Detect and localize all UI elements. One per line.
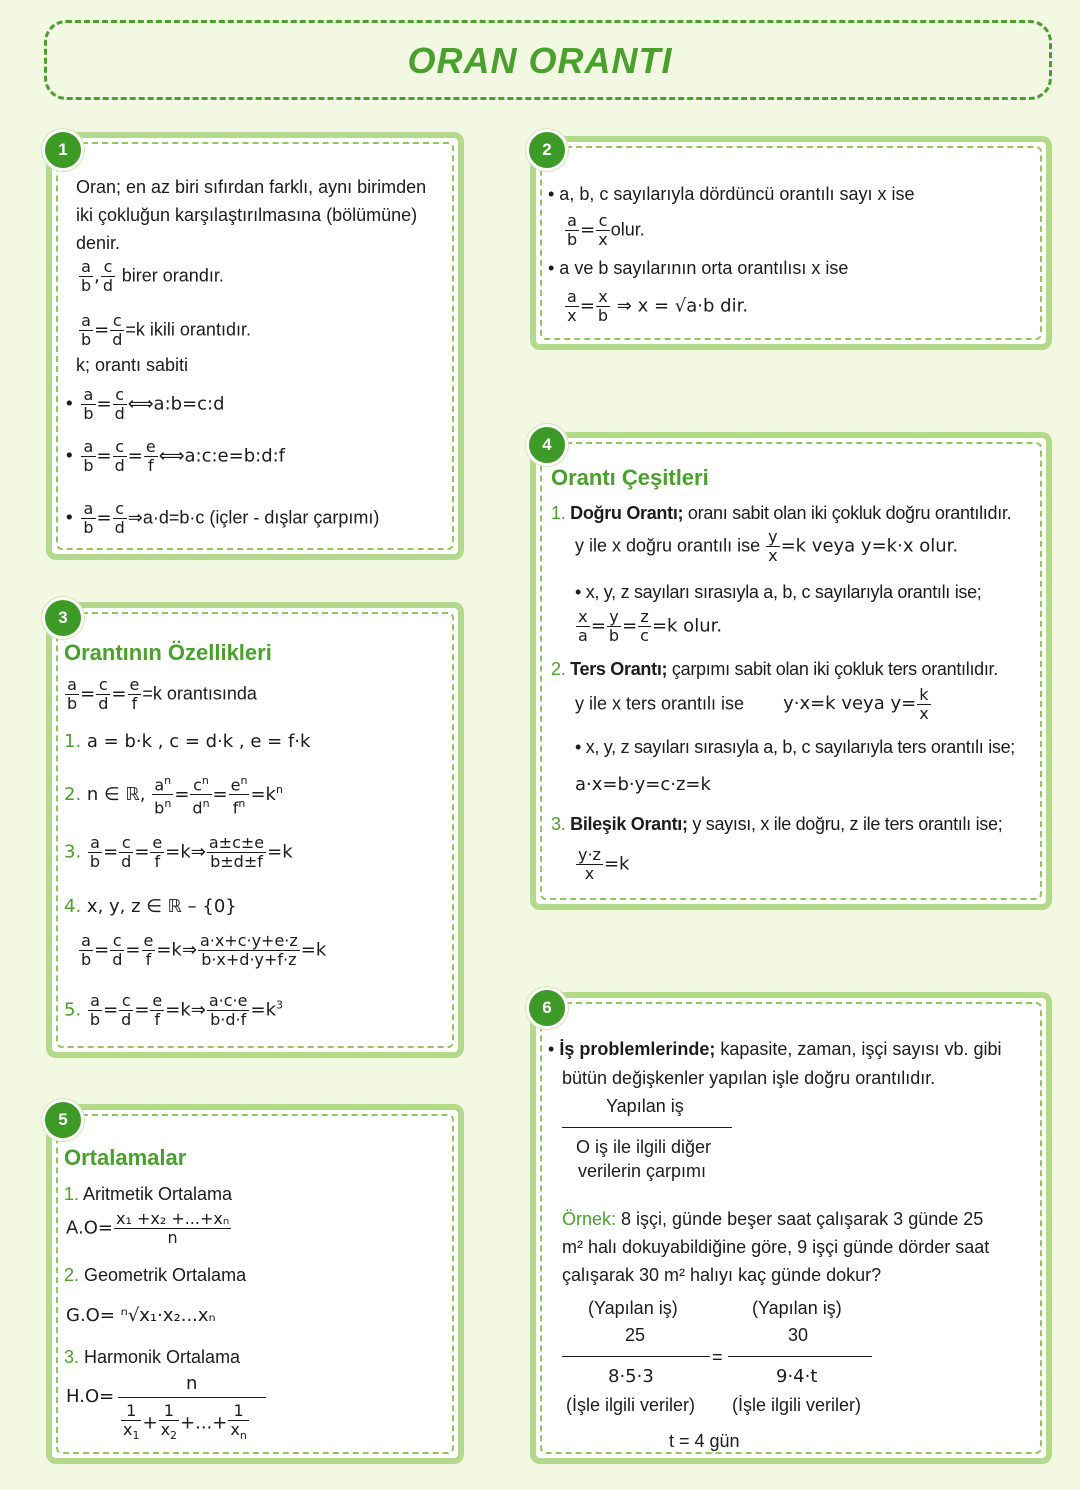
s6-example-line1: [562, 1208, 983, 1230]
s3-p1-text: a = b·k , c = d·k , e = f·k: [86, 731, 311, 752]
s4-bilesik-oranti: [551, 813, 1002, 835]
oran-rule-2-text: ⟺a:c:e=b:d:f: [158, 445, 286, 467]
s6-l1-text: kapasite, zaman, işçi sayısı vb. gibi: [715, 1039, 1002, 1059]
s6-left-bar: [562, 1356, 710, 1357]
s5-a2-num: 2.: [64, 1265, 80, 1285]
s4-d2-formula: y·x=k veya y=: [783, 693, 917, 715]
oran-rule-3-text: ⇒a·d=b·c (içler - dışlar çarpımı): [127, 507, 380, 528]
s6-line2: bütün değişkenler yapılan işle doğru orantılıdır.: [562, 1068, 936, 1088]
s3-heading: Orantının Özellikleri: [64, 640, 272, 665]
s4-dogru-xyz: • x, y, z sayıları sırasıyla a, b, c sayılarıyla orantılı ise;: [575, 582, 982, 602]
s3-p1-num: 1.: [64, 731, 82, 752]
s6-right-label: (Yapılan iş): [752, 1298, 842, 1318]
s4-ters-oranti: [551, 658, 998, 680]
s4-d2-num: 2.: [551, 659, 566, 679]
s2-line2: $\frac{a}{b}$ = $\frac{c}{x}$ olur.: [567, 211, 645, 249]
s4-d1-formula: =k veya y=k·x olur.: [780, 535, 959, 557]
s4-d3-text: y sayısı, x ile doğru, z ile ters orantılı ise;: [687, 814, 1003, 834]
s4-dogru-xyz-formula: $\frac{x}{a}$ = $\frac{y}{b}$ = $\frac{z}{c}$ =k olur.: [578, 607, 723, 645]
s6-right-bar: [728, 1356, 872, 1357]
s5-a3-num: 3.: [64, 1347, 80, 1367]
section-badge-2: 2: [526, 129, 568, 171]
oran-rule-2: • $\frac{a}{b}$ = $\frac{c}{d}$ = $\frac{e}{f}$ ⟺a:c:e=b:d:f: [64, 437, 286, 475]
s5-ao-formula: [66, 1210, 232, 1247]
s3-property-2: 2. n ∈ ℝ, $\frac{a^n}{b^n}$ = $\frac{c^n}{d^n}$ = $\frac{e^n}{f^n}$ $=k^n$: [64, 774, 283, 818]
s4-d2-text: çarpımı sabit olan iki çokluk ters orantılıdır.: [667, 659, 998, 679]
s3-p5-numerator: a·c·e: [208, 991, 248, 1010]
s3-p3-numerator: a±c±e: [208, 833, 265, 852]
s3-p3-denominator: b±d±f: [210, 852, 263, 871]
s5-ho-label: H.O=: [66, 1386, 115, 1407]
s5-ao-numerator: x₁ +x₂ +...+xₙ: [115, 1209, 230, 1228]
s6-line1: • İş problemlerinde; kapasite, zaman, işçi sayısı vb. gibi: [548, 1039, 1002, 1059]
s3-p5-denominator: b·d·f: [210, 1010, 247, 1029]
s6-fraction-denominator-1: O iş ile ilgili diğer: [576, 1137, 712, 1157]
oran-intro-line2: iki çokluğun karşılaştırılmasına (bölümüne): [76, 205, 418, 225]
s4-d2-title: Ters Orantı;: [570, 659, 668, 679]
s5-go-formula: G.O= ⁿ√x₁·x₂...xₙ: [66, 1305, 216, 1326]
s6-left-label: (Yapılan iş): [588, 1298, 678, 1318]
s5-geometrik: [64, 1264, 246, 1286]
oran-rule-1: • $\frac{a}{b}$ = $\frac{c}{d}$ ⟺a:b=c:d: [64, 385, 225, 423]
s4-ters-formula: a·x=b·y=c·z=k: [575, 774, 711, 795]
s3-property-1: [64, 731, 310, 753]
s6-ornek-label: Örnek:: [562, 1209, 617, 1229]
s3-property-5: 5. $\frac{a}{b}$ = $\frac{c}{d}$ = $\frac{e}{f}$ =k⇒ $\frac{a\cdot c\cdot e}{b\cdot d\cdot f}$ $=k^3$: [64, 991, 283, 1029]
s6-l1-title: İş problemlerinde;: [559, 1039, 716, 1059]
s2-olur: olur.: [610, 219, 645, 240]
s6-right-den: 9·4·t: [776, 1366, 818, 1387]
s3-property-4: [64, 896, 237, 918]
s4-d3-num: 3.: [551, 814, 566, 834]
s4-d1-text: oranı sabit olan iki çokluk doğru orantılıdır.: [683, 503, 1012, 523]
section-badge-1: 1: [42, 129, 84, 171]
s6-equals: =: [712, 1347, 723, 1367]
s6-result: t = 4 gün: [669, 1431, 740, 1451]
s6-right-value: 30: [788, 1325, 809, 1345]
s2-line3: • a ve b sayılarının orta orantılısı x ise: [548, 258, 849, 278]
s5-a2-text: Geometrik Ortalama: [84, 1265, 247, 1285]
s3-p4-denominator: b·x+d·y+f·z: [201, 950, 297, 969]
section-badge-4: 4: [526, 424, 568, 466]
s4-d1-title: Doğru Orantı;: [570, 503, 684, 523]
s3-p4-num: 4.: [64, 896, 82, 917]
s6-fraction-numerator: Yapılan iş: [606, 1096, 684, 1116]
s5-a1-text: Aritmetik Ortalama: [83, 1184, 233, 1204]
s4-d1-num: 1.: [551, 503, 566, 523]
s3-p3-num: 3.: [64, 841, 82, 863]
s5-ao-denominator: n: [167, 1228, 178, 1247]
s5-ao-label: A.O=: [66, 1217, 113, 1239]
s3-intro: $\frac{a}{b}$ = $\frac{c}{d}$ = $\frac{e}{f}$ =k orantısında: [67, 675, 257, 713]
s5-aritmetik: [64, 1183, 232, 1205]
oran-sabit: k; orantı sabiti: [76, 355, 189, 375]
s3-property-3: 3. $\frac{a}{b}$ = $\frac{c}{d}$ = $\frac{e}{f}$ =k⇒ $\frac{a\pm c\pm e}{b\pm d\pm f}$ =k: [64, 833, 293, 871]
s2-line1: • a, b, c sayılarıyla dördüncü orantılı sayı x ise: [548, 184, 915, 204]
s5-a3-text: Harmonik Ortalama: [84, 1347, 241, 1367]
s4-d1-condition: y ile x doğru orantılı ise: [575, 535, 761, 556]
s6-left-value: 25: [625, 1325, 646, 1345]
s4-d2-condition: y ile x ters orantılı ise: [575, 693, 745, 714]
s2-line4: $\frac{a}{x}$ = $\frac{x}{b}$ ⇒ x = √a·b dir.: [567, 287, 749, 325]
s6-left-note: (İşle ilgili veriler): [566, 1395, 696, 1415]
s6-example-line2: m² halı dokuyabildiğine göre, 9 işçi günde dörder saat: [562, 1237, 990, 1257]
oran-intro-line1: Oran; en az biri sıfırdan farklı, aynı birimden: [76, 177, 427, 197]
s6-right-note: (İşle ilgili veriler): [732, 1395, 862, 1415]
page-title: ORAN ORANTI: [407, 40, 673, 81]
s6-fraction-denominator-2: verilerin çarpımı: [578, 1161, 707, 1181]
s6-fraction-bar: [562, 1127, 732, 1128]
card-orantinin-ozellikleri: [46, 602, 464, 1058]
section-badge-3: 3: [42, 597, 84, 639]
s5-a1-num: 1.: [64, 1184, 80, 1204]
s5-ho-denominator: $\frac{1}{x_1}$ + $\frac{1}{x_2}$ +...+ $\frac{1}{x_n}$: [123, 1401, 247, 1443]
s4-dogru-def: y ile x doğru orantılı ise $\frac{y}{x}$ =k veya y=k·x olur.: [575, 527, 959, 565]
s3-p4-text: x, y, z ∈ ℝ – {0}: [86, 896, 237, 917]
s3-p5-num: 5.: [64, 999, 82, 1021]
oran-rule-1-text: ⟺a:b=c:d: [127, 393, 225, 415]
s3-property-4-formula: $\frac{a}{b}$ = $\frac{c}{d}$ = $\frac{e}{f}$ =k⇒ $\frac{a\cdot x+c\cdot y+e\cdot z}{b\cdot x+d\cdot y+f\cdot z}$ =k: [81, 931, 327, 969]
s6-e1-text: 8 işçi, günde beşer saat çalışarak 3 günde 25: [616, 1209, 984, 1229]
section-badge-6: 6: [526, 987, 568, 1029]
s3-p2-text: n ∈ ℝ,: [86, 783, 146, 805]
oran-birer-text: birer orandır.: [121, 265, 224, 286]
oran-rule-3: • $\frac{a}{b}$ = $\frac{c}{d}$ ⇒a·d=b·c (içler - dışlar çarpımı): [64, 499, 380, 537]
s4-ters-def: y ile x ters orantılı ise y·x=k veya y= $\frac{k}{x}$: [575, 685, 929, 723]
s4-bilesik-formula: $\frac{y\cdot z}{x}$ =k: [578, 845, 630, 883]
s4-ters-xyz: • x, y, z sayıları sırasıyla a, b, c sayılarıyla ters orantılı ise;: [575, 737, 1016, 757]
s3-p2-num: 2.: [64, 783, 82, 805]
s4-d3-title: Bileşik Orantı;: [570, 814, 688, 834]
s5-ho-numerator: n: [186, 1373, 198, 1394]
s4-d1-olur: =k olur.: [651, 615, 723, 637]
oran-intro-line3: denir.: [76, 233, 121, 253]
s3-intro-text: =k orantısında: [142, 683, 257, 704]
s2-geo-text: ⇒ x = √a·b dir.: [616, 295, 749, 317]
s6-left-den: 8·5·3: [608, 1366, 654, 1387]
s5-ho-fraction-bar: [118, 1397, 266, 1398]
s4-heading: Orantı Çeşitleri: [551, 465, 709, 490]
oran-proportion-example: $\frac{a}{b}$ = $\frac{c}{d}$ =k ikili orantıdır.: [81, 311, 251, 349]
oran-ratio-example: $\frac{a}{b}$ , $\frac{c}{d}$ birer orandır.: [81, 257, 224, 295]
s6-example-line3: çalışarak 30 m² halıyı kaç günde dokur?: [562, 1265, 882, 1285]
s5-harmonik: [64, 1346, 240, 1368]
s4-dogru-oranti: [551, 502, 1011, 524]
section-badge-5: 5: [42, 1099, 84, 1141]
s5-heading: Ortalamalar: [64, 1145, 187, 1170]
s3-p4-numerator: a·x+c·y+e·z: [199, 931, 298, 950]
oran-ikili-text: =k ikili orantıdır.: [125, 319, 251, 340]
